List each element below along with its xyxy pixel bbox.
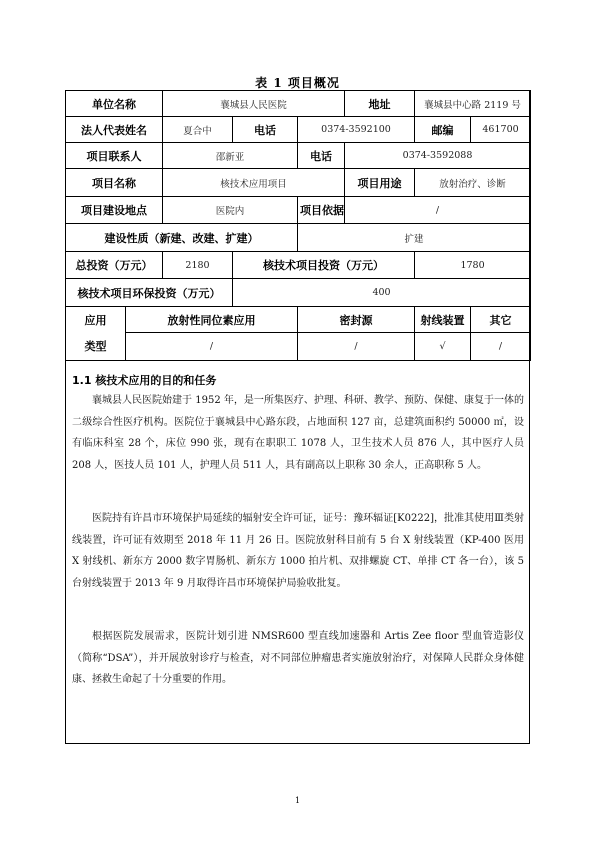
col-sealed-source-header: 密封源 — [298, 307, 415, 333]
application-type-label-line1: 应用 — [84, 313, 107, 327]
phone-value: 0374-3592100 — [298, 117, 415, 143]
unit-name-value: 襄城县人民医院 — [163, 91, 345, 117]
ray-device-value: √ — [415, 333, 471, 361]
contact-label: 项目联系人 — [66, 143, 163, 169]
construction-nature-value: 扩建 — [298, 224, 531, 252]
total-investment-value: 2180 — [163, 252, 233, 279]
env-investment-label: 核技术项目环保投资（万元） — [66, 279, 233, 307]
paragraph-license: 医院持有许昌市环境保护局延续的辐射安全许可证，证号：豫环辐证[K0222]，批准其使用Ⅲ类射线装置，许可证有效期至 2018 年 11 月 26 日。医院放射科目前有 5 台 X 射线装置（KP-400 医用 X 射线机、新东方 2000 数字胃肠机、新东方 1000 拍片机、双排螺旋 CT、单排 CT 各一台），该 5 台射线装置于 2013 年 9 月取得许昌市环境保护局验收批复。 — [72, 513, 524, 589]
postcode-label: 邮编 — [415, 117, 471, 143]
paragraph-hospital-intro: 襄城县人民医院始建于 1952 年，是一所集医疗、护理、科研、教学、预防、保健、康复于一体的二级综合性医疗机构。医院位于襄城县中心路东段，占地面积 127 亩，总建筑面积约 50000 ㎡，设有临床科室 28 个，床位 990 张，现有在职职工 1078 人，卫生技术人员 876 人，其中医疗人员 208 人，医技人员 101 人，护理人员 511 人，具有副高以上职称 30 余人，正高职称 5 人。 — [72, 395, 524, 471]
isotope-value: / — [126, 333, 298, 361]
address-value: 襄城县中心路 2119 号 — [415, 91, 531, 117]
address-label: 地址 — [345, 91, 415, 117]
section-heading: 1.1 核技术应用的目的和任务 — [72, 374, 217, 387]
env-investment-value: 400 — [233, 279, 531, 307]
nuclear-investment-label: 核技术项目投资（万元） — [233, 252, 415, 279]
other-value: / — [471, 333, 531, 361]
basis-value: / — [345, 197, 531, 224]
construction-nature-label: 建设性质（新建、改建、扩建） — [66, 224, 298, 252]
col-isotope-header: 放射性同位素应用 — [126, 307, 298, 333]
sealed-source-value: / — [298, 333, 415, 361]
site-value: 医院内 — [163, 197, 298, 224]
page-number: 1 — [294, 796, 301, 805]
postcode-value: 461700 — [471, 117, 531, 143]
project-name-value: 核技术应用项目 — [163, 169, 345, 197]
contact-value: 邵新亚 — [163, 143, 298, 169]
phone-label: 电话 — [233, 117, 298, 143]
table-title: 表 1 项目概况 — [255, 76, 340, 90]
project-name-label: 项目名称 — [66, 169, 163, 197]
nuclear-investment-value: 1780 — [415, 252, 531, 279]
project-use-label: 项目用途 — [345, 169, 415, 197]
basis-label: 项目依据 — [298, 197, 345, 224]
legal-rep-label: 法人代表姓名 — [66, 117, 163, 143]
col-ray-device-header: 射线装置 — [415, 307, 471, 333]
unit-name-label: 单位名称 — [66, 91, 163, 117]
project-use-value: 放射治疗、诊断 — [415, 169, 531, 197]
contact-phone-value: 0374-3592088 — [345, 143, 531, 169]
legal-rep-value: 夏合中 — [163, 117, 233, 143]
contact-phone-label: 电话 — [298, 143, 345, 169]
total-investment-label: 总投资（万元） — [66, 252, 163, 279]
project-overview-table — [65, 90, 531, 361]
paragraph-plan: 根据医院发展需求，医院计划引进 NMSR600 型直线加速器和 Artis Zee floor 型血管造影仪（简称“DSA”），并开展放射诊疗与检查，对不同部位肿瘤患者实施放射治疗，对保障人民群众身体健康、拯救生命起了十分重要的作用。 — [72, 631, 524, 685]
col-other-header: 其它 — [471, 307, 531, 333]
application-type-label-line2: 类型 — [84, 339, 107, 353]
application-type-label — [66, 307, 126, 361]
site-label: 项目建设地点 — [66, 197, 163, 224]
